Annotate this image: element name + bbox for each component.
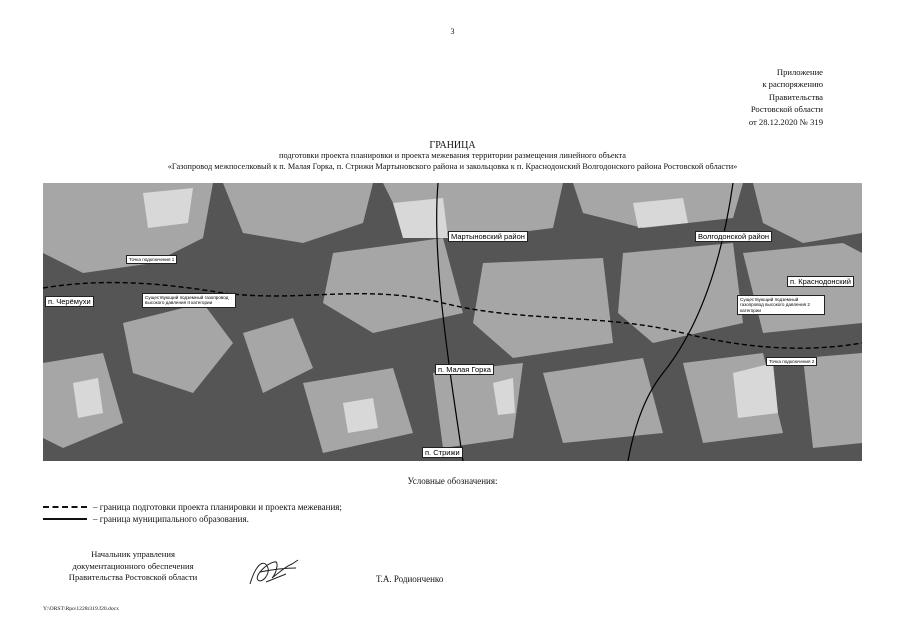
subtitle-line-1: подготовки проекта планировки и проекта межевания территории размещения линейного объекта (279, 151, 626, 160)
appendix-line: от 28.12.2020 № 319 (748, 116, 823, 127)
position-line: документационного обеспечения (72, 560, 194, 571)
appendix-block (623, 66, 823, 128)
legend-text: – граница муниципального образования. (93, 514, 249, 524)
label-connection-point-2: Точка подключения 2 (766, 357, 817, 366)
handwritten-signature (246, 554, 302, 595)
label-connection-point-1: Точка подключения 1 (126, 255, 177, 264)
position-line: Правительства Ростовской области (68, 572, 198, 582)
label-pipeline-east: Существующий подземный газопровод высокого давления 2 категории (737, 295, 825, 315)
satellite-map (43, 183, 862, 461)
map-imagery (43, 183, 862, 461)
appendix-line: к распоряжению (762, 79, 823, 90)
file-path: Y:\ORST\Rpo\1228r319.f20.docx (43, 606, 119, 612)
dashed-line-symbol (43, 506, 87, 508)
label-martynovsky-district: Мартыновский район (448, 231, 528, 242)
position-line: Начальник управления (91, 549, 175, 559)
label-cheremukhi: п. Черёмухи (45, 296, 94, 307)
legend-item-solid (43, 514, 249, 524)
appendix-line: Ростовской области (750, 104, 823, 115)
legend-title: Условные обозначения: (407, 476, 498, 486)
document-subtitle (0, 151, 905, 173)
appendix-line: Правительства (768, 91, 823, 102)
page-number: 3 (450, 27, 455, 36)
label-malaya-gorka: п. Малая Горка (435, 364, 494, 375)
solid-line-symbol (43, 518, 87, 520)
label-krasnodonsky: п. Краснодонский (787, 276, 854, 287)
document-title: ГРАНИЦА (429, 140, 476, 151)
legend-item-dashed (43, 502, 342, 512)
appendix-line: Приложение (776, 67, 823, 77)
subtitle-line-2: «Газопровод межпоселковый к п. Малая Горка, п. Стрижи Мартыновского района и закольцовка к п. Краснодонский Волгодонского района Ростовской области» (167, 161, 738, 171)
legend-text: – граница подготовки проекта планировки и проекта межевания; (93, 502, 342, 512)
label-strizhi: п. Стрижи (422, 447, 463, 458)
label-pipeline-west: Существующий подземный газопровод высокого давления II категории (142, 293, 236, 308)
label-volgodonsky-district: Волгодонской район (695, 231, 772, 242)
signer-position (43, 549, 223, 584)
signer-name: Т.А. Родионченко (376, 574, 444, 584)
